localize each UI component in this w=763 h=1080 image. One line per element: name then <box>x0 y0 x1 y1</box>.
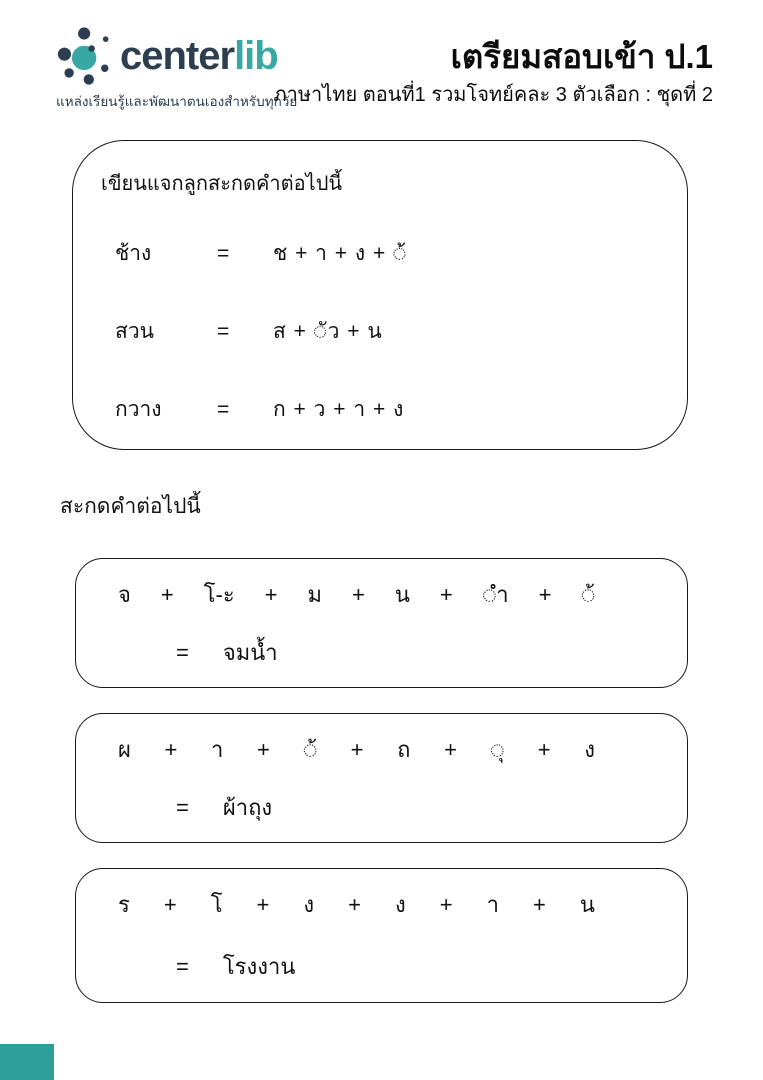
spelling-answer-row <box>176 635 278 670</box>
plus-sign: + <box>163 892 177 917</box>
logo-text-lib: lib <box>234 34 278 78</box>
spelling-token: ถ <box>397 737 411 762</box>
spelling-token: จ <box>118 582 131 607</box>
plus-sign: + <box>257 737 270 762</box>
equals-sign: = <box>217 398 230 421</box>
spelling-token: ร <box>118 892 130 917</box>
spelling-answer-row <box>176 790 272 825</box>
word-breakdown: ก + ว + า + ง <box>273 398 405 421</box>
word-breakdown: ส + ◌ัว + น <box>273 320 383 343</box>
spelling-token: ง <box>584 737 595 762</box>
equals-sign: = <box>217 320 230 343</box>
exercise2-instruction: สะกดคำต่อไปนี้ <box>60 495 201 518</box>
equals-sign: = <box>176 795 189 820</box>
exercise1-box <box>72 140 688 450</box>
spelling-token: ◌้ <box>581 582 595 607</box>
plus-sign: + <box>444 737 457 762</box>
logo-tagline: แหล่งเรียนรู้และพัฒนาตนเองสำหรับทุกวัย <box>56 94 298 109</box>
spelling-token: ผ <box>118 737 131 762</box>
decomposition-row <box>115 393 687 426</box>
spelling-token: โ-ะ <box>203 582 235 607</box>
plus-sign: + <box>532 892 546 917</box>
spelling-token-row <box>118 732 595 767</box>
spelling-token: า <box>486 892 499 917</box>
spelling-answer-row <box>176 949 295 984</box>
spelling-token: า <box>211 737 224 762</box>
equals-sign: = <box>176 954 189 979</box>
spelling-token: ◌ุ <box>490 737 505 762</box>
spelling-token-row <box>118 577 595 612</box>
logo-wordmark <box>120 36 278 76</box>
plus-sign: + <box>352 582 365 607</box>
word-label: สวน <box>115 320 154 343</box>
plus-sign: + <box>350 737 364 762</box>
spelled-word: ผ้าถุง <box>222 795 273 820</box>
spelling-token: น <box>394 582 410 607</box>
word-breakdown: ช + า + ง + ◌้ <box>273 242 407 265</box>
exercise1-rows <box>73 237 687 426</box>
spelling-token: ม <box>307 582 323 607</box>
spelling-token: โ <box>210 892 223 917</box>
plus-sign: + <box>264 582 278 607</box>
spelling-token: น <box>579 892 595 917</box>
decomposition-row <box>115 315 687 348</box>
plus-sign: + <box>348 892 361 917</box>
spelling-token: ◌ำ <box>482 582 509 607</box>
spelling-token: ง <box>303 892 315 917</box>
word-label: ช้าง <box>115 242 152 265</box>
page-title: เตรียมสอบเข้า ป.1 <box>450 38 713 75</box>
logo-block <box>56 26 297 112</box>
plus-sign: + <box>439 582 453 607</box>
word-label: กวาง <box>115 398 162 421</box>
centerlib-logo-icon <box>56 26 116 86</box>
page-subtitle: ภาษาไทย ตอนที่1 รวมโจทย์คละ 3 ตัวเลือก : ชุดที่ 2 <box>273 83 713 106</box>
logo <box>56 26 297 86</box>
spelling-box <box>75 868 688 1003</box>
spelled-word: โรงงาน <box>222 954 296 979</box>
equals-sign: = <box>176 640 189 665</box>
plus-sign: + <box>538 582 552 607</box>
exercise1-instruction: เขียนแจกลูกสะกดคำต่อไปนี้ <box>101 173 343 195</box>
plus-sign: + <box>160 582 174 607</box>
plus-sign: + <box>164 737 178 762</box>
plus-sign: + <box>537 737 551 762</box>
plus-sign: + <box>439 892 453 917</box>
logo-text-center: center <box>120 34 235 78</box>
footer-accent-bar <box>0 1044 54 1080</box>
spelling-box <box>75 558 688 688</box>
title-block <box>273 38 713 110</box>
spelling-token: ง <box>394 892 406 917</box>
spelling-token-row <box>118 887 595 922</box>
decomposition-row <box>115 237 687 270</box>
plus-sign: + <box>256 892 270 917</box>
spelling-token: ◌้ <box>303 737 318 762</box>
spelled-word: จมน้ำ <box>222 640 278 665</box>
spelling-box <box>75 713 688 843</box>
equals-sign: = <box>217 242 230 265</box>
